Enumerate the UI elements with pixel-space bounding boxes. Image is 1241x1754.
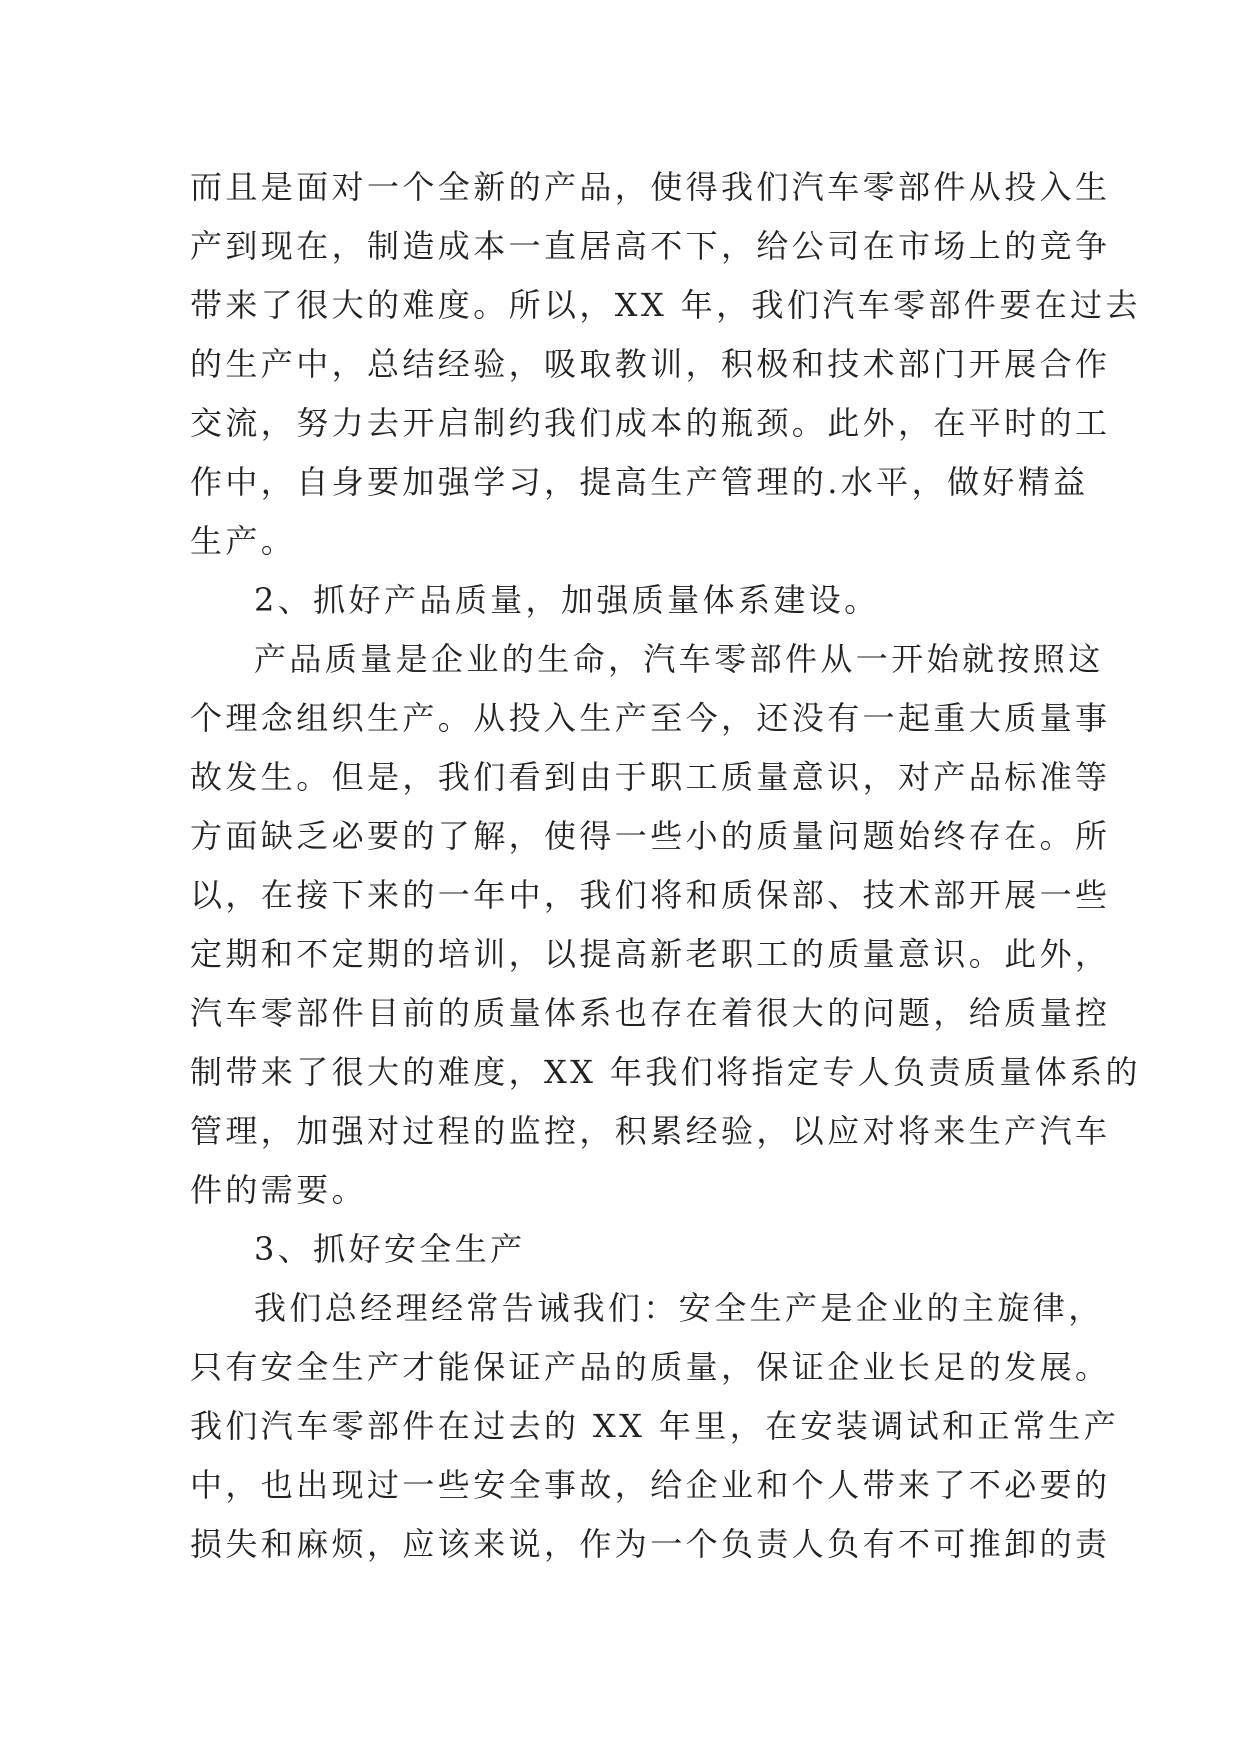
text-line: 个理念组织生产。从投入生产至今，还没有一起重大质量事	[190, 699, 1111, 737]
text-line: 交流，努力去开启制约我们成本的瓶颈。此外，在平时的工	[190, 404, 1111, 442]
section-heading: 3、抓好安全生产	[254, 1230, 526, 1268]
section-heading: 2、抓好产品质量，加强质量体系建设。	[254, 581, 880, 619]
text-line: 中，也出现过一些安全事故，给企业和个人带来了不必要的	[190, 1466, 1111, 1504]
text-line: 产品质量是企业的生命，汽车零部件从一开始就按照这	[254, 640, 1104, 678]
text-line: 制带来了很大的难度，XX 年我们将指定专人负责质量体系的	[190, 1053, 1141, 1091]
text-line: 带来了很大的难度。所以，XX 年，我们汽车零部件要在过去	[190, 286, 1141, 324]
text-line: 的生产中，总结经验，吸取教训，积极和技术部门开展合作	[190, 345, 1111, 383]
text-line: 损失和麻烦，应该来说，作为一个负责人负有不可推卸的责	[190, 1525, 1111, 1563]
text-line: 生产。	[190, 522, 297, 560]
text-line: 方面缺乏必要的了解，使得一些小的质量问题始终存在。所	[190, 817, 1111, 855]
text-line: 我们总经理经常告诫我们：安全生产是企业的主旋律，	[254, 1289, 1104, 1327]
text-line: 产到现在，制造成本一直居高不下，给公司在市场上的竞争	[190, 227, 1111, 265]
text-line: 而且是面对一个全新的产品，使得我们汽车零部件从投入生	[190, 168, 1111, 206]
text-line: 只有安全生产才能保证产品的质量，保证企业长足的发展。	[190, 1348, 1111, 1386]
text-line: 管理，加强对过程的监控，积累经验，以应对将来生产汽车	[190, 1112, 1111, 1150]
text-line: 件的需要。	[190, 1171, 368, 1209]
text-line: 汽车零部件目前的质量体系也存在着很大的问题，给质量控	[190, 994, 1111, 1032]
document-body	[190, 158, 1141, 1574]
text-line: 作中，自身要加强学习，提高生产管理的.水平，做好精益	[190, 463, 1089, 501]
text-line: 定期和不定期的培训，以提高新老职工的质量意识。此外，	[190, 935, 1111, 973]
text-line: 以，在接下来的一年中，我们将和质保部、技术部开展一些	[190, 876, 1111, 914]
text-line: 故发生。但是，我们看到由于职工质量意识，对产品标准等	[190, 758, 1111, 796]
text-line: 我们汽车零部件在过去的 XX 年里，在安装调试和正常生产	[190, 1407, 1120, 1445]
